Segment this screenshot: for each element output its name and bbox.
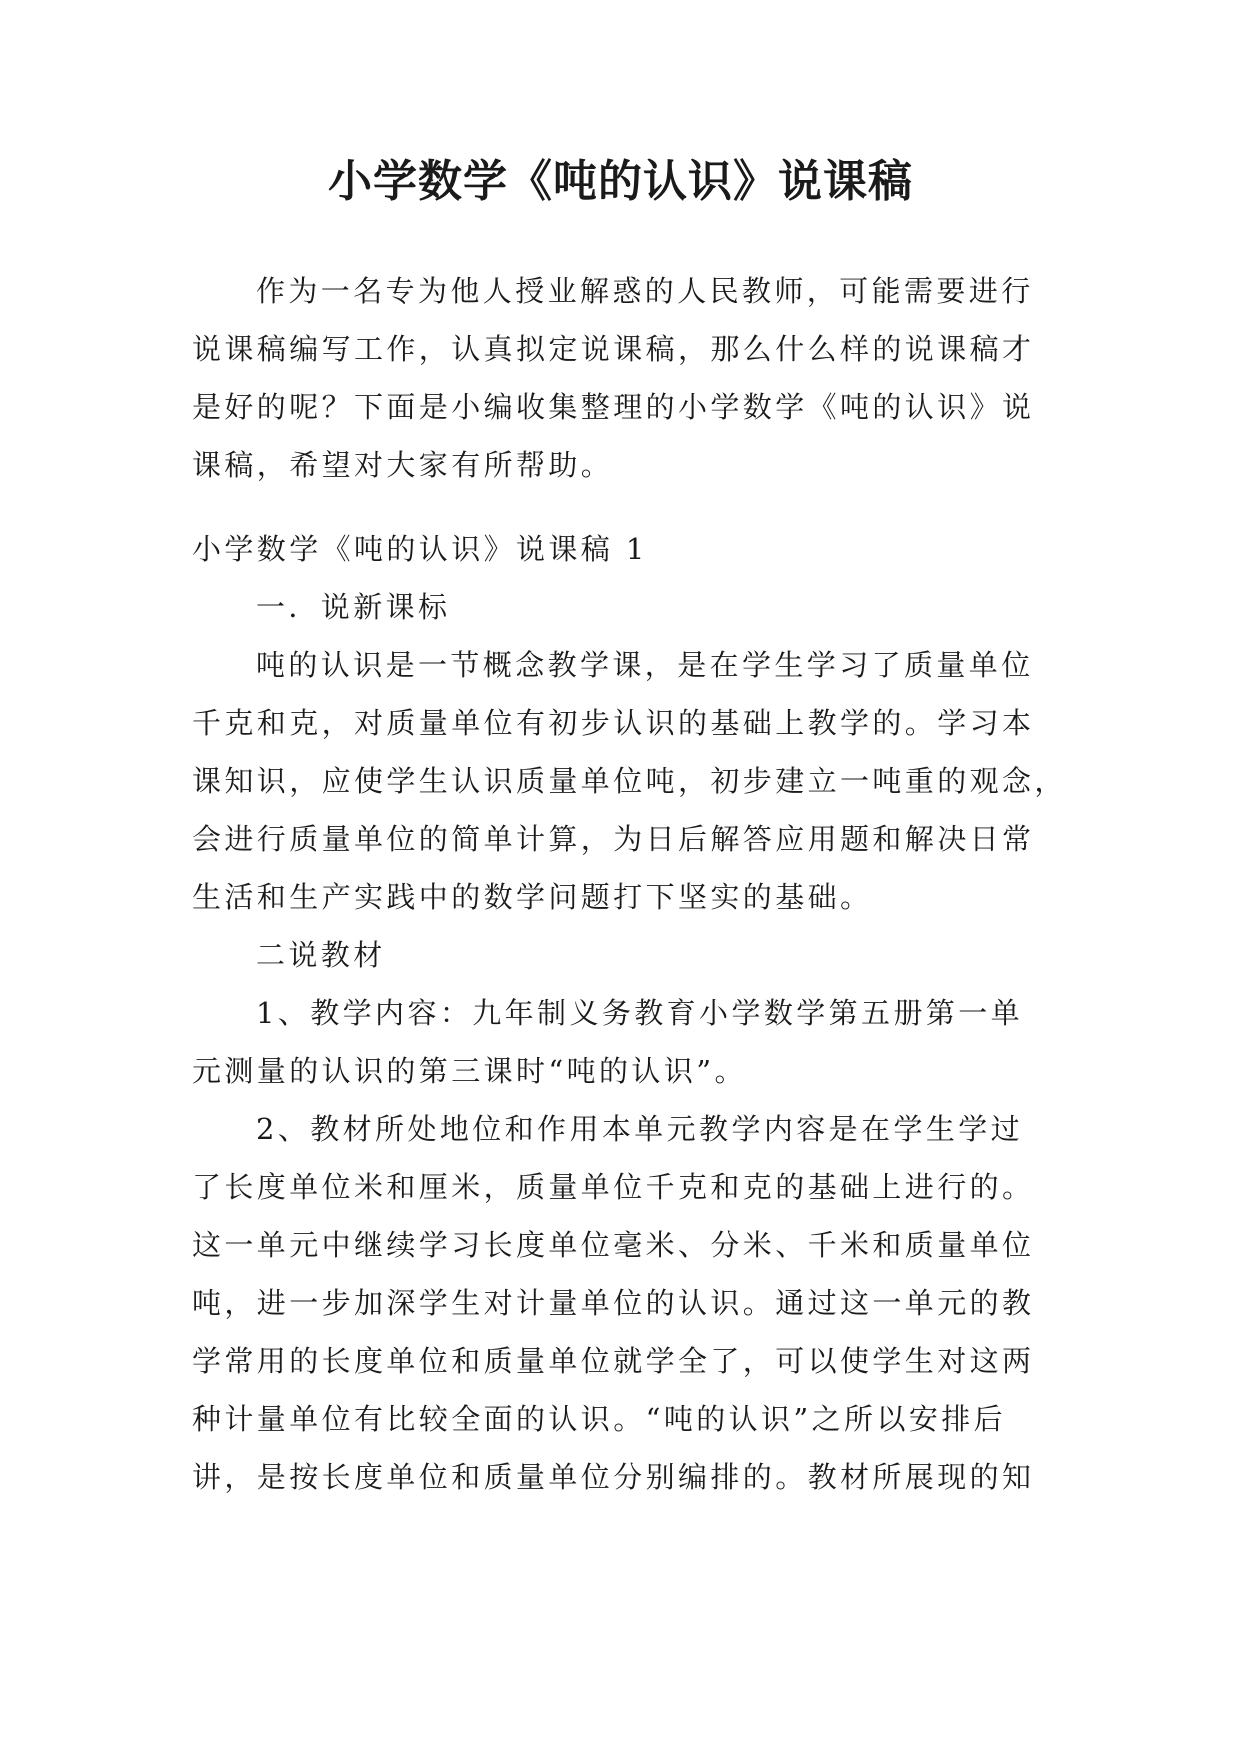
text-line: 课稿，希望对大家有所帮助。	[192, 448, 614, 482]
paragraph-content	[192, 984, 1052, 1100]
text-line: 吨的认识是一节概念教学课，是在学生学习了质量单位	[256, 648, 1034, 682]
text-line: 元测量的认识的第三课时“吨的认识”。	[192, 1054, 747, 1088]
text-line: 2、教材所处地位和作用本单元教学内容是在学生学过	[256, 1112, 1024, 1146]
document-title: 小学数学《吨的认识》说课稿	[328, 156, 913, 207]
text-line: 会进行质量单位的简单计算，为日后解答应用题和解决日常	[192, 822, 1035, 856]
text-line: 讲，是按长度单位和质量单位分别编排的。教材所展现的知	[192, 1460, 1035, 1494]
text-line: 生活和生产实践中的数学问题打下坚实的基础。	[192, 880, 873, 914]
section-title	[192, 520, 1052, 578]
text-line: 学常用的长度单位和质量单位就学全了，可以使学生对这两	[192, 1344, 1035, 1378]
heading-text: 二说教材	[256, 938, 386, 972]
paragraph-position	[192, 1100, 1052, 1506]
heading-curriculum	[192, 578, 1052, 636]
text-line: 1、教学内容：九年制义务教育小学数学第五册第一单	[256, 996, 1024, 1030]
section-title-text: 小学数学《吨的认识》说课稿 1	[192, 532, 648, 566]
text-line: 这一单元中继续学习长度单位毫米、分米、千米和质量单位	[192, 1228, 1035, 1262]
heading-text: 一．说新课标	[256, 590, 451, 624]
intro-paragraph	[192, 262, 1052, 494]
text-line: 千克和克，对质量单位有初步认识的基础上教学的。学习本	[192, 706, 1035, 740]
text-line: 是好的呢？下面是小编收集整理的小学数学《吨的认识》说	[192, 390, 1035, 424]
text-line: 说课稿编写工作，认真拟定说课稿，那么什么样的说课稿才	[192, 332, 1035, 366]
text-line: 作为一名专为他人授业解惑的人民教师，可能需要进行	[256, 274, 1034, 308]
heading-textbook	[192, 926, 1052, 984]
text-line: 吨，进一步加深学生对计量单位的认识。通过这一单元的教	[192, 1286, 1035, 1320]
text-line: 了长度单位米和厘米，质量单位千克和克的基础上进行的。	[192, 1170, 1035, 1204]
paragraph-curriculum	[192, 636, 1067, 926]
text-line: 种计量单位有比较全面的认识。“吨的认识”之所以安排后	[192, 1402, 1007, 1436]
text-line: 课知识，应使学生认识质量单位吨，初步建立一吨重的观念，	[192, 764, 1067, 798]
